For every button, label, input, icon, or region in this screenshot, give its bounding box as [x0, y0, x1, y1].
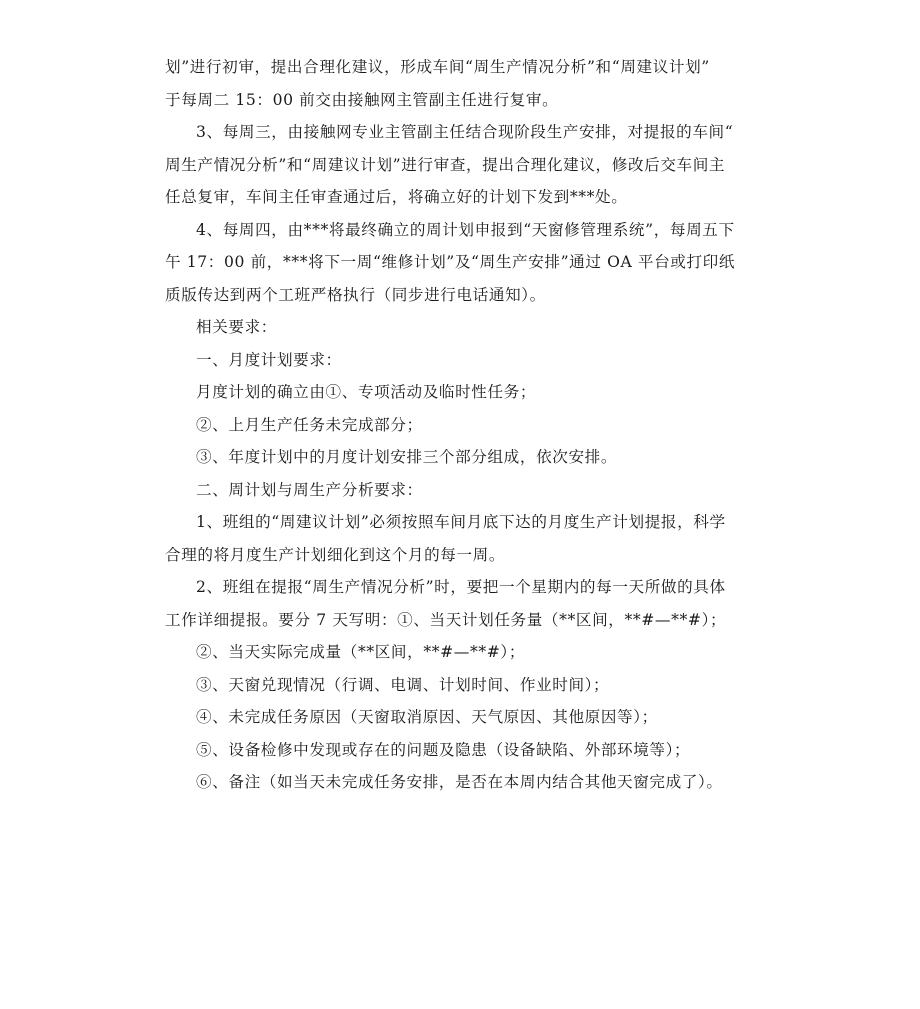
paragraph-wednesday — [165, 116, 759, 214]
list-item-weekly-5: ⑤、设备检修中发现或存在的问题及隐患（设备缺陷、外部环境等）； — [196, 740, 691, 759]
list-item-weekly-3: ③、天窗兑现情况（行调、电调、计划时间、作业时间）； — [196, 675, 610, 694]
text-line: 划”进行初审，提出合理化建议，形成车间“周生产情况分析”和“周建议计划” — [165, 58, 710, 76]
paragraph-weekly-2 — [165, 571, 759, 636]
paragraph-review-continuation — [165, 51, 759, 116]
section-heading-requirements: 相关要求： — [196, 318, 277, 336]
text-line: 3、每周三，由接触网专业主管副主任结合现阶段生产安排，对提报的车间“ — [196, 123, 734, 141]
list-item-weekly-6: ⑥、备注（如当天未完成任务安排，是否在本周内结合其他天窗完成了）。 — [196, 773, 723, 791]
text-line: 周生产情况分析”和“周建议计划”进行审查，提出合理化建议，修改后交车间主 — [165, 155, 726, 174]
text-line: 4、每周四，由***将最终确立的周计划申报到“天窗修管理系统”，每周五下 — [196, 220, 735, 239]
text-line: 合理的将月度生产计划细化到这个月的每一周。 — [165, 545, 506, 564]
text-line: 1、班组的“周建议计划”必须按照车间月底下达的月度生产计划提报，科学 — [196, 513, 726, 531]
paragraph-weekly-1 — [165, 506, 759, 571]
list-item-monthly-3: ③、年度计划中的月度计划安排三个部分组成，依次安排。 — [196, 448, 618, 466]
text-line: 于每周二 15：00 前交由接触网主管副主任进行复审。 — [165, 90, 559, 109]
text-line: 任总复审，车间主任审查通过后，将确立好的计划下发到***处。 — [165, 188, 628, 206]
section-heading-weekly: 二、周计划与周生产分析要求： — [196, 480, 423, 499]
text-line: 午 17：00 前，***将下一周“维修计划”及“周生产安排”通过 OA 平台或打印纸 — [165, 253, 736, 271]
text-line: 2、班组在提报“周生产情况分析”时，要把一个星期内的每一天所做的具体 — [196, 578, 726, 596]
list-item-monthly-1: 月度计划的确立由①、专项活动及临时性任务； — [196, 383, 537, 401]
list-item-monthly-2: ②、上月生产任务未完成部分； — [196, 415, 423, 434]
text-line: 质版传达到两个工班严格执行（同步进行电话通知）。 — [165, 285, 546, 304]
text-line: 工作详细提报。要分 7 天写明：①、当天计划任务量（**区间，**#—**#）； — [165, 610, 727, 629]
paragraph-thursday — [165, 214, 759, 312]
list-item-weekly-4: ④、未完成任务原因（天窗取消原因、天气原因、其他原因等）； — [196, 708, 658, 726]
section-heading-monthly: 一、月度计划要求： — [196, 350, 342, 369]
document-body — [165, 51, 759, 799]
list-item-weekly-2: ②、当天实际完成量（**区间，**#—**#）； — [196, 643, 526, 661]
